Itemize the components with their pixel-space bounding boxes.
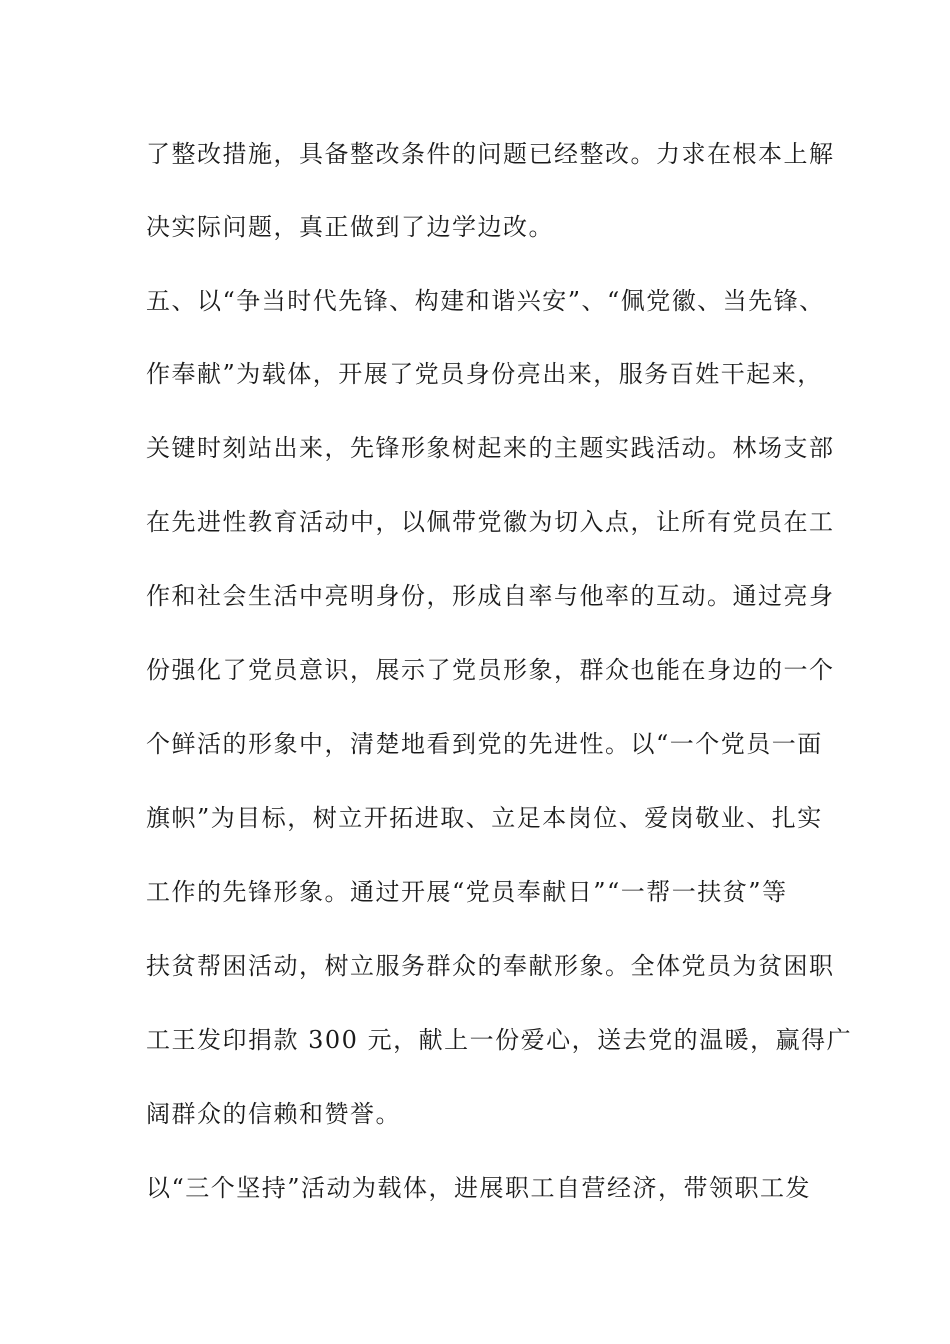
text-line: 决实际问题，真正做到了边学边改。: [146, 213, 554, 241]
text-line: 作奉献”为载体，开展了党员身份亮出来，服务百姓干起来，: [146, 360, 823, 388]
text-line: 工王发印捐款 300 元，献上一份爱心，送去党的温暖，赢得广: [146, 1026, 853, 1054]
text-line: 扶贫帮困活动，树立服务群众的奉献形象。全体党员为贫困职: [146, 952, 835, 980]
text-line: 个鲜活的形象中，清楚地看到党的先进性。以“一个党员一面: [146, 730, 823, 758]
text-line: 阔群众的信赖和赞誉。: [146, 1100, 401, 1128]
text-line: 份强化了党员意识，展示了党员形象，群众也能在身边的一个: [146, 656, 835, 684]
text-line: 作和社会生活中亮明身份，形成自率与他率的互动。通过亮身: [146, 582, 835, 610]
text-line: 工作的先锋形象。通过开展“党员奉献日”“一帮一扶贫”等: [146, 878, 788, 906]
text-line: 以“三个坚持”活动为载体，进展职工自营经济，带领职工发: [146, 1174, 812, 1202]
text-line: 关键时刻站出来，先锋形象树起来的主题实践活动。林场支部: [146, 434, 835, 462]
text-line: 旗帜”为目标，树立开拓进取、立足本岗位、爱岗敬业、扎实: [146, 804, 823, 832]
text-line: 五、以“争当时代先锋、构建和谐兴安”、“佩党徽、当先锋、: [146, 287, 825, 315]
text-line: 了整改措施，具备整改条件的问题已经整改。力求在根本上解: [146, 140, 835, 168]
text-line: 在先进性教育活动中，以佩带党徽为切入点，让所有党员在工: [146, 508, 835, 536]
